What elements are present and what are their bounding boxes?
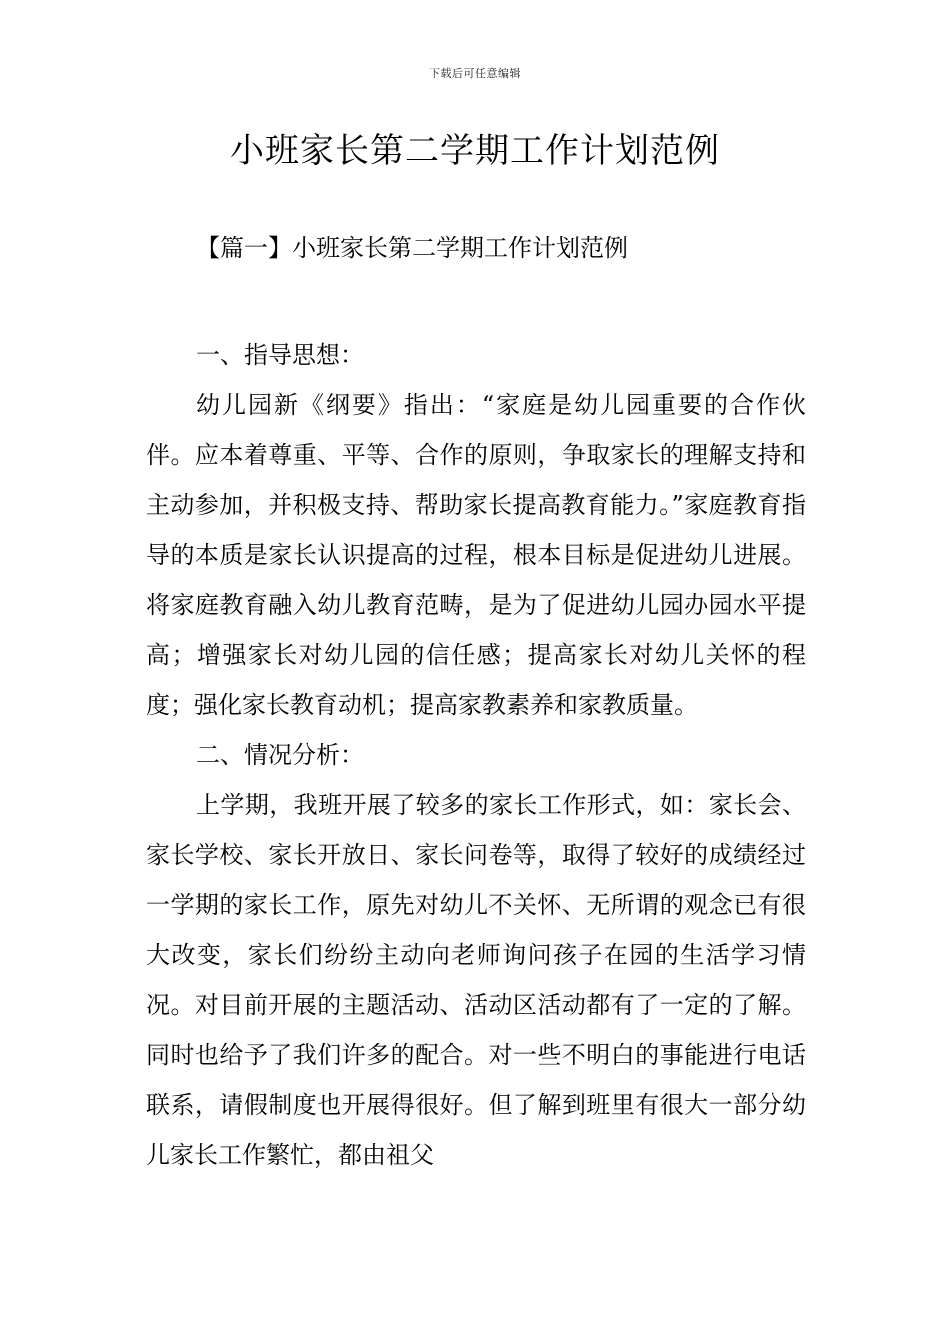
document-title: 小班家长第二学期工作计划范例 xyxy=(230,131,720,171)
paragraph-situation-analysis: 上学期，我班开展了较多的家长工作形式，如：家长会、家长学校、家长开放日、家长问卷等，取得了较好的成绩经过一学期的家长工作，原先对幼儿不关怀、无所谓的观念已有很大改变，家长们纷纷主动向老师询问孩子在园的生活学习情况。对目前开展的主题活动、活动区活动都有了一定的了解。同时也给予了我们许多的配合。对一些不明白的事能进行电话联系，请假制度也开展得很好。但了解到班里有很大一部分幼儿家长工作繁忙，都由祖父 xyxy=(146,791,806,1169)
header-note: 下载后可任意编辑 xyxy=(429,67,521,80)
heading-guiding-ideology: 一、指导思想： xyxy=(196,341,364,369)
section-heading: 【篇一】小班家长第二学期工作计划范例 xyxy=(196,234,628,262)
paragraph-guiding-ideology: 幼儿园新《纲要》指出：“家庭是幼儿园重要的合作伙伴。应本着尊重、平等、合作的原则，争取家长的理解支持和主动参加，并积极支持、帮助家长提高教育能力。”家庭教育指导的本质是家长认识提高的过程，根本目标是促进幼儿进展。将家庭教育融入幼儿教育范畴，是为了促进幼儿园办园水平提高；增强家长对幼儿园的信任感；提高家长对幼儿关怀的程度；强化家长教育动机；提高家教素养和家教质量。 xyxy=(146,391,806,719)
document-body xyxy=(146,330,806,1180)
heading-situation-analysis: 二、情况分析： xyxy=(196,741,364,769)
